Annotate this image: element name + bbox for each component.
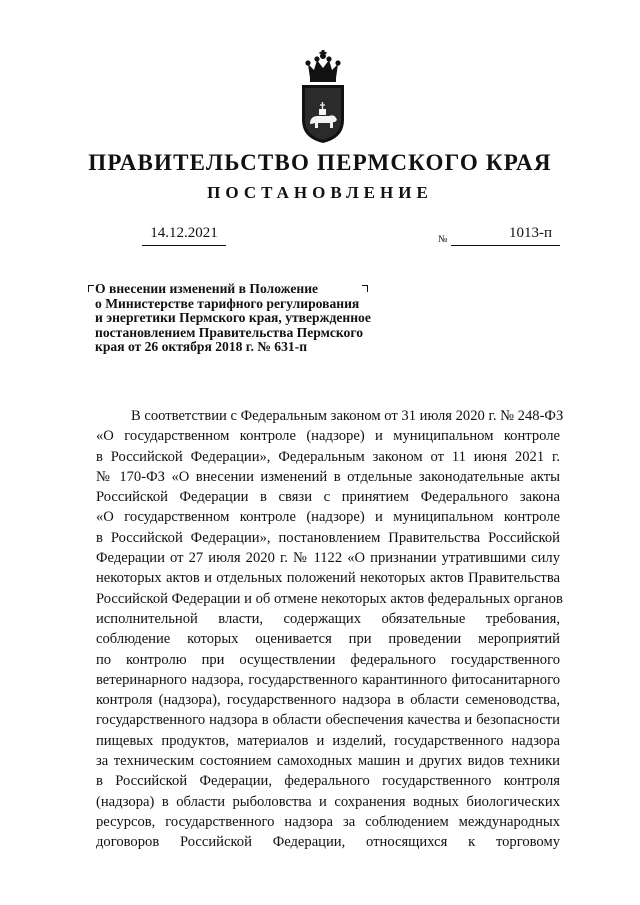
body-line: договоров Российской Федерации, относящихся к торговому (96, 834, 560, 851)
body-line: «О государственном контроле (надзоре) и муниципальном контроле (96, 509, 560, 526)
body-line: (надзора) в области рыболовства и сохранения водных биологических (96, 793, 560, 810)
body-line: некоторых актов и отдельных положений некоторых актов Правительства (96, 570, 560, 587)
body-line: в Российской Федерации, федерального государственного контроля (96, 773, 560, 790)
subject-line: О внесении изменений в Положение (95, 281, 319, 296)
body-line: ветеринарного надзора, государственного карантинного фитосанитарного (96, 671, 560, 688)
body-line: соблюдение которых оценивается при проведении мероприятий (96, 631, 560, 648)
body-line: в Российской Федерации», постановлением Правительства Российской (96, 529, 560, 546)
document-date: 14.12.2021 (150, 225, 218, 241)
body-line: «О государственном контроле (надзоре) и муниципальном контроле (96, 428, 560, 445)
subject-line: постановлением Правительства Пермского (95, 324, 363, 340)
subject-line: о Министерстве тарифного регулирования (95, 295, 360, 311)
government-title: ПРАВИТЕЛЬСТВО ПЕРМСКОГО КРАЯ (88, 150, 552, 175)
date-underline (142, 245, 226, 246)
body-line: в Российской Федерации», Федеральным законом от 11 июня 2021 г. (96, 448, 560, 465)
body-line: Федерации от 27 июля 2020 г. № 1122 «О признании утратившими силу (96, 550, 560, 567)
document-body (96, 406, 564, 853)
body-line: контроля (надзора), государственного надзора в области семеноводства, (96, 692, 560, 709)
subject-line: и энергетики Пермского края, утвержденное (95, 310, 371, 325)
body-line: ресурсов, государственного надзора за соблюдением международных (96, 813, 560, 830)
body-line: по контролю при осуществлении федерального государственного (96, 651, 560, 668)
subject-bracket-left (88, 285, 94, 292)
number-box (451, 225, 560, 246)
body-line: Российской Федерации и об отмене некоторых актов федеральных органов (96, 590, 563, 607)
body-line: В соответствии с Федеральным законом от 31 июля 2020 г. № 248-ФЗ (131, 408, 564, 424)
number-underline (451, 245, 560, 246)
date-field (142, 225, 226, 246)
body-line: за техническим состоянием самоходных машин и других видов техники (96, 753, 560, 770)
body-line: исполнительной власти, содержащих обязательные требования, (96, 610, 560, 627)
document-subject (95, 282, 415, 355)
subject-line: края от 26 октября 2018 г. № 631-п (95, 339, 308, 354)
body-line: пищевых продуктов, материалов и изделий, государственного надзора (96, 732, 560, 749)
document-type: ПОСТАНОВЛЕНИЕ (207, 183, 433, 202)
document-number: 1013-п (508, 225, 552, 241)
body-line: Российской Федерации в связи с принятием Федерального закона (96, 489, 560, 506)
number-field (438, 225, 560, 246)
body-line: государственного надзора в области обеспечения качества и безопасности (96, 712, 560, 729)
perm-krai-coat-of-arms-icon (296, 50, 350, 145)
body-line: № 170-ФЗ «О внесении изменений в отдельные законодательные акты (96, 468, 560, 485)
number-sign: № (438, 234, 448, 245)
